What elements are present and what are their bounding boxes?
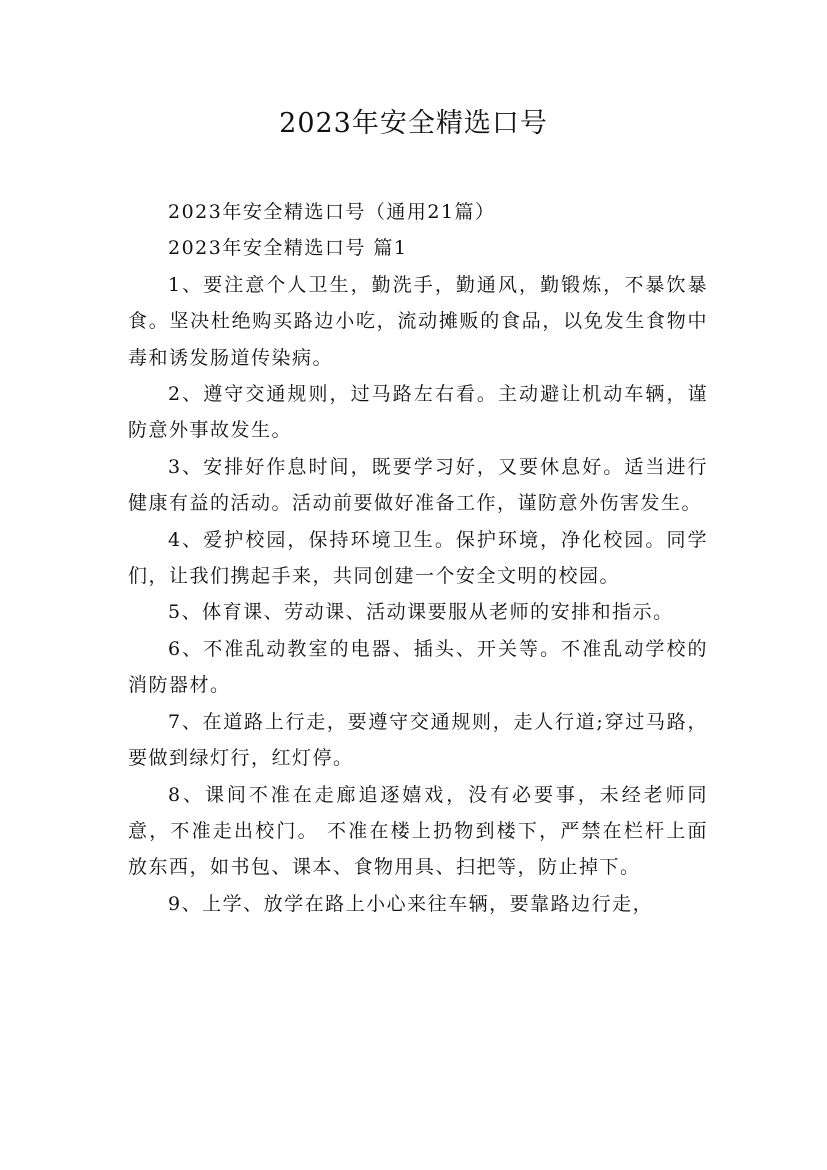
subtitle-paragraph: 2023年安全精选口号（通用21篇）	[168, 201, 496, 223]
section-heading: 2023年安全精选口号 篇1	[168, 237, 408, 260]
slogan-item-5: 5、体育课、劳动课、活动课要服从老师的安排和指示。	[168, 601, 674, 624]
document-body	[128, 194, 708, 922]
slogan-item-4: 4、爱护校园，保持环境卫生。保护环境，净化校园。同学们，让我们携起手来，共同创建一个安全文明的校园。	[128, 528, 708, 588]
slogan-item-8: 8、课间不准在走廊追逐嬉戏，没有必要事，未经老师同意，不准走出校门。 不准在楼上扔物到楼下，严禁在栏杆上面放东西，如书包、课本、食物用具、扫把等，防止掉下。	[128, 783, 708, 879]
slogan-item-2: 2、遵守交通规则，过马路左右看。主动避让机动车辆，谨防意外事故发生。	[128, 383, 708, 442]
slogan-item-1: 1、要注意个人卫生，勤洗手，勤通风，勤锻炼，不暴饮暴食。坚决杜绝购买路边小吃，流动摊贩的食品，以免发生食物中毒和诱发肠道传染病。	[128, 273, 708, 369]
slogan-item-9: 9、上学、放学在路上小心来往车辆，要靠路边行走，	[168, 892, 654, 915]
slogan-item-3: 3、安排好作息时间，既要学习好，又要休息好。适当进行健康有益的活动。活动前要做好准备工作，谨防意外伤害发生。	[128, 455, 708, 515]
slogan-item-6: 6、不准乱动教室的电器、插头、开关等。不准乱动学校的消防器材。	[128, 637, 708, 697]
slogan-item-7: 7、在道路上行走，要遵守交通规则，走人行道;穿过马路，要做到绿灯行，红灯停。	[128, 710, 708, 770]
document-title: 2023年安全精选口号	[279, 108, 548, 139]
